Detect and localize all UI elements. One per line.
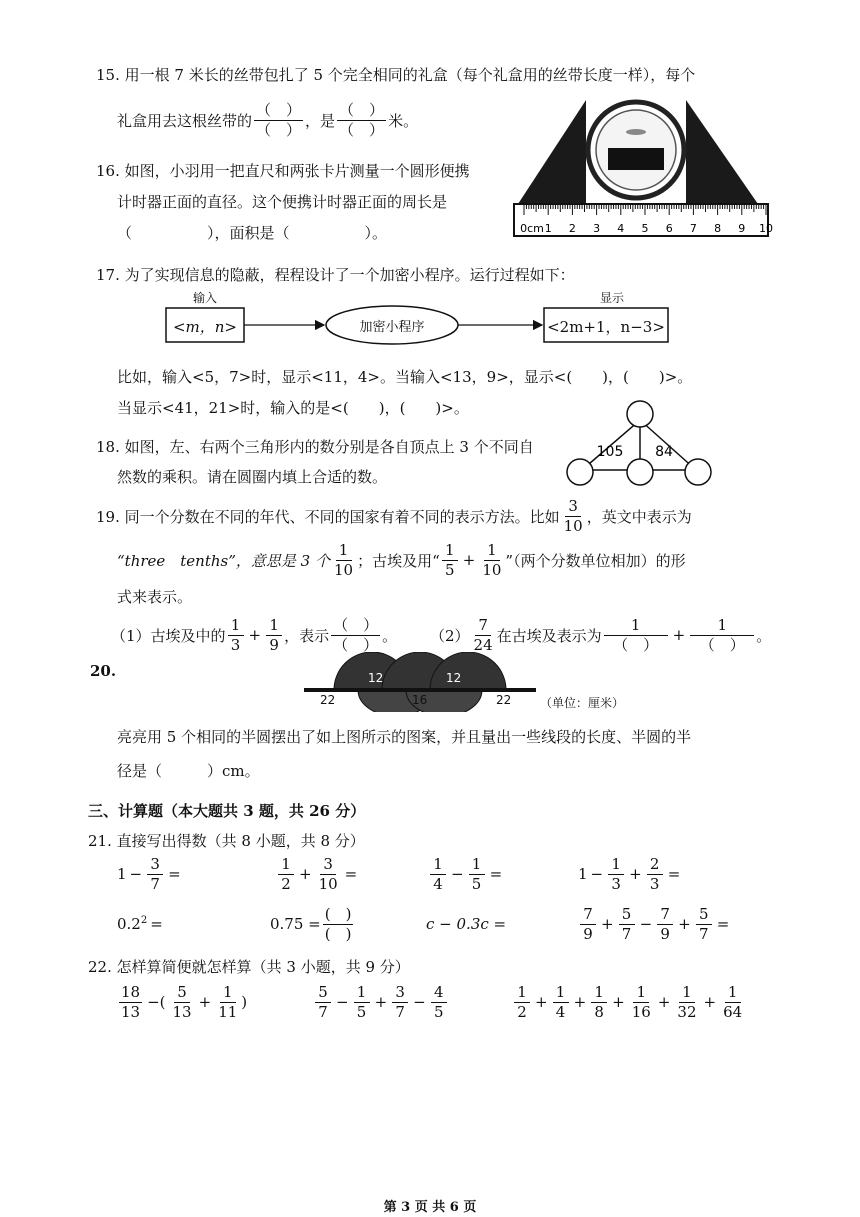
q22-title: 22. 怎样算简便就怎样算（共 3 小题，共 9 分） [88,958,410,976]
centerline [304,688,536,692]
q19-line2: “three tenths”，意思是 3 个 $\frac{1}{10}$ ；古埃及用“ $\frac{1}{5}$ + $\frac{1}{10}$ ”（两个分数单位相加）的形 [117,540,686,579]
fraction-1-3: $\frac{1}{3}$ [228,618,244,653]
blank[interactable]: （ ） [699,635,745,654]
q19-sub2-text-b: 在古埃及表示为 [496,626,602,645]
ruler-label: 7 [689,222,697,235]
q19-sub2-answer-blank-2[interactable]: $\frac{1}{( )}$ [690,618,754,653]
q21-item-8: $\frac{7}{9}$ + $\frac{5}{7}$ − $\frac{7}{9}$ + $\frac{5}{7}$ = [578,902,732,946]
q17-output-label: 显示 [600,291,625,305]
q21-item-6 [270,902,355,946]
q20-line2: 径是（ ）cm。 [117,762,260,780]
section-3-heading: 三、计算题（本大题共 3 题，共 26 分） [88,802,366,820]
q19-sub1-text-b: ，表示 [284,626,330,645]
ruler-label: 3 [593,222,601,235]
timer-display [608,148,664,170]
q19-sub2-text-c: 。 [756,626,772,645]
timer-logo [626,129,646,135]
q21-item-1: 1 − $\frac{3}{7}$ = [117,854,181,893]
fraction-1-10: $\frac{1}{10}$ [333,540,354,579]
circle-left[interactable] [567,459,593,485]
q17-input-box-text: <m，n> [172,318,238,336]
q19-sub2-answer-blank-1[interactable]: $\frac{1}{( )}$ [604,618,668,653]
q16-line2: 计时器正面的直径。这个便携计时器正面的周长是 [117,193,448,211]
semicircle-up-3 [430,652,506,690]
fraction-1-5: $\frac{1}{5}$ [442,543,458,578]
ruler-label: 10 [759,222,773,235]
timer-ruler-figure [508,90,774,240]
label-12-right: 12 [446,671,462,685]
q21-item-4: 1 − $\frac{1}{3}$ + $\frac{2}{3}$ = [578,854,681,893]
q21-item-5: $0.2^2$ = [117,915,163,933]
equals: = [168,865,181,883]
q21-title: 21. 直接写出得数（共 8 小题，共 8 分） [88,832,365,850]
q15-text-a: 礼盒用去这根丝带的 [117,111,253,130]
label-16: 16 [412,693,428,707]
fraction-3-10: $\frac{3}{10}$ [563,496,583,535]
q19-sub1-text-c: 。 [382,626,398,645]
ruler-label: 6 [665,222,673,235]
page-footer: 第 3 页 共 6 页 [383,1200,477,1215]
right-triangle-value: 84 [655,444,673,460]
q21-item-7-text: c − 0.3c = [426,915,507,933]
q22-item-1: $\frac{18}{13}$ −( $\frac{5}{13}$ + $\frac{1}{11}$ ) [121,982,248,1021]
fraction-1-9: $\frac{1}{9}$ [266,618,282,653]
semicircle-figure [300,652,540,712]
q21-item-7 [426,902,506,946]
q21-item-6-text: 0.75 = [270,915,321,933]
q18-line1: 18. 如图，左、右两个三角形内的数分别是各自顶点上 3 个不同自 [96,438,534,456]
blank[interactable]: （ ） [333,615,379,634]
q19-line1 [96,496,692,536]
q17-line2: 比如，输入<5，7>时，显示<11，4>。当输入<13，9>，显示<( )，( )>。 [117,368,693,386]
ruler-label: 2 [568,222,576,235]
q15-fraction-blank-2[interactable] [337,100,386,139]
equals: = [716,915,730,933]
fraction-1-10-b: $\frac{1}{10}$ [482,540,502,579]
q16-line3: （ ），面积是（ ）。 [117,224,388,242]
blank[interactable]: （ ） [256,120,302,139]
ruler-label: 4 [617,222,625,235]
q19-sub1-answer-blank[interactable] [331,615,380,654]
ruler-label: 0cm [520,222,544,235]
q19-sub2-text-a: （2） [430,626,470,645]
ruler-label: 1 [544,222,552,235]
q22-item-2: $\frac{5}{7}$ − $\frac{1}{5}$ + $\frac{3}{7}$ − $\frac{4}{5}$ [313,980,449,1024]
label-22-right: 22 [496,693,512,707]
right-card [686,100,758,204]
q19-text-c: “three tenths”，意思是 3 个 [117,551,330,570]
equals: = [489,865,503,883]
blank[interactable]: （ ） [613,635,659,654]
q19-text-a: 19. 同一个分数在不同的年代、不同的国家有着不同的表示方法。比如 [96,507,560,526]
triangle-figure [560,398,730,490]
q17-line1: 17. 为了实现信息的隐蔽，程程设计了一个加密小程序。运行过程如下： [96,266,575,284]
left-card [518,100,586,204]
ruler-label: 9 [738,222,746,235]
q21-item-6-blank[interactable]: $\frac{( )}{( )}$ [324,904,352,943]
q15-line2 [117,100,418,140]
q21-item-3: $\frac{1}{4}$ − $\frac{1}{5}$ = [428,852,505,896]
q19-text-d: ；古埃及用“ [357,551,440,570]
q20-number: 20. [90,662,117,680]
q19-line3: 式来表示。 [117,588,193,606]
equals: = [667,865,681,883]
q19-sub1-text-a: （1）古埃及中的 [111,626,226,645]
ruler-label: 5 [641,222,649,235]
q19-sub1: （1）古埃及中的 $\frac{1}{3}$ + $\frac{1}{9}$ ，表示 $\frac{( )}{( )}$ 。 [111,615,398,654]
q17-output-box-text: <2m+1，n−3> [547,318,665,336]
q19-text-b: ，英文中表示为 [586,507,692,526]
circle-right[interactable] [685,459,711,485]
ruler-label: 8 [714,222,722,235]
equals: = [150,915,163,933]
q18-line2: 然数的乘积。请在圆圈内填上合适的数。 [117,468,388,486]
label-12-left: 12 [368,671,384,685]
q15-text-c: 米。 [388,111,419,130]
q15-fraction-blank-1[interactable] [254,100,303,139]
fraction-7-24: $\frac{7}{24}$ [473,615,493,654]
blank[interactable]: （ ） [339,100,385,119]
label-22-left: 22 [320,693,336,707]
q21-item-2: $\frac{1}{2}$ + $\frac{3}{10}$ = [276,852,360,896]
blank[interactable]: （ ） [339,120,385,139]
q17-input-label: 输入 [193,291,218,305]
q16-line1: 16. 如图，小羽用一把直尺和两张卡片测量一个圆形便携 [96,162,470,180]
q19-text-e: ”（两个分数单位相加）的形 [505,551,686,570]
q15-line1: 15. 用一根 7 米长的丝带包扎了 5 个完全相同的礼盒（每个礼盒用的丝带长度一样），每个 [96,66,696,84]
equals: = [344,865,358,883]
q17-line3: 当显示<41，21>时，输入的是<( )，( )>。 [117,399,469,417]
blank[interactable]: （ ） [333,635,379,654]
left-triangle-value: 105 [596,444,624,460]
q20-unit: （单位：厘米） [540,696,625,710]
blank[interactable]: （ ） [256,100,302,119]
q19-sub2: （2） $\frac{7}{24}$ 在古埃及表示为 $\frac{1}{( )}$ + $\frac{1}{( )}$ 。 [430,615,772,654]
q15-text-b: ，是 [305,111,336,130]
q20-line1: 亮亮用 5 个相同的半圆摆出了如上图所示的图案，并且量出一些线段的长度、半圆的半 [117,728,692,746]
q17-process-text: 加密小程序 [359,320,425,335]
circle-top[interactable] [627,401,653,427]
q22-item-3: $\frac{1}{2}$ + $\frac{1}{4}$ + $\frac{1}{8}$ + $\frac{1}{16}$ + $\frac{1}{32}$ + $\frac{1}{64}$ [512,980,746,1024]
circle-middle[interactable] [627,459,653,485]
